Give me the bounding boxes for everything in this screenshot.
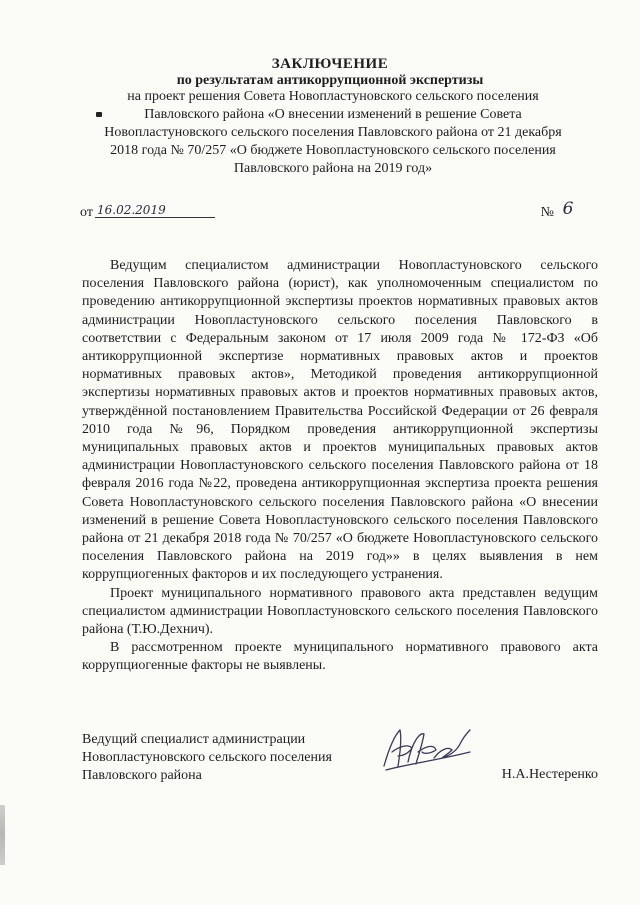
number-label: № — [540, 205, 554, 220]
body-paragraph: Проект муниципального нормативного правового акта представлен ведущим специалистом администрации Новопластуновского сельского поселения Павловского района (Т.Ю.Дехнич). — [82, 585, 598, 638]
document-body — [82, 257, 598, 676]
position-line: Павловского района — [82, 768, 202, 783]
project-line: Новопластуновского сельского поселения Павловского района от 21 декабря — [104, 125, 562, 140]
project-description — [78, 88, 588, 178]
project-line: Павловского района «О внесении изменений в решение Совета — [144, 107, 522, 122]
body-paragraph: В рассмотренном проекте муниципального нормативного правового акта коррупциогенные факторы не выявлены. — [82, 640, 598, 674]
date-prefix: от — [80, 205, 93, 220]
position-line: Новопластуновского сельского поселения — [82, 750, 332, 765]
handwritten-signature — [378, 722, 474, 774]
date-number-row — [80, 199, 580, 225]
signatory-position — [82, 731, 332, 785]
project-line: на проект решения Совета Новопластуновского сельского поселения — [127, 89, 539, 104]
handwritten-date: 16.02.2019 — [95, 203, 215, 218]
position-line: Ведущий специалист администрации — [82, 732, 306, 747]
body-paragraph: Ведущим специалистом администрации Новопластуновского сельского поселения Павловского района (юрист), как уполномоченным специалистом по проведению антикоррупционной экспертизы проектов нормативных правовых актов администрации Новопластуновского сельского поселения Павловского в соответствии с Федеральным законом от 17 июля 2009 года № 172-ФЗ «Об антикоррупционной экспертизе нормативных правовых актов и проектов нормативных правовых актов», Методикой проведения антикоррупционной экспертизы нормативных правовых актов и проектов нормативных правовых актов, утверждённой постановлением Правительства Российской Федерации от 26 февраля 2010 года №96, Порядком проведения антикоррупционной экспертизы муниципальных правовых актов и проектов муниципальных правовых актов администрации Новопластуновского сельского поселения Павловского района от 18 февраля 2016 года №22, проведена антикоррупционная экспертиза проекта решения Совета Новопластуновского сельского поселения Павловского района «О внесении изменений в решение Совета Новопластуновского сельского поселения Павловского района от 21 декабря 2018 года № 70/257 «О бюджете Новопластуновского сельского поселения Павловского района на 2019 год»» в целях выявления в нем коррупциогенных факторов и их последующего устранения. — [82, 258, 598, 583]
scan-edge-shadow — [0, 805, 5, 865]
document-subtitle: по результатам антикоррупционной экспертизы — [176, 73, 484, 88]
project-line: Павловского района на 2019 год» — [233, 161, 433, 176]
document-title: ЗАКЛЮЧЕНИЕ — [271, 56, 389, 72]
project-line: 2018 года № 70/257 «О бюджете Новопластуновского сельского поселения — [110, 143, 556, 158]
handwritten-number: 6 — [562, 199, 574, 219]
signer-name: Н.А.Нестеренко — [501, 767, 598, 782]
